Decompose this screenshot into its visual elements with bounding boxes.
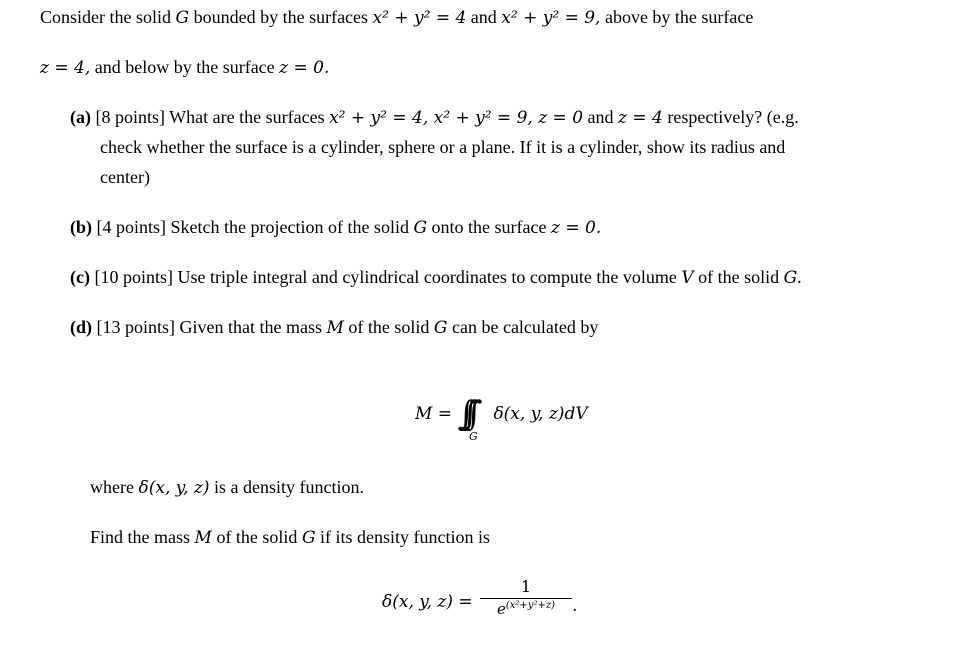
part-a-points: [8 points]	[91, 107, 170, 127]
fraction-denominator	[480, 599, 572, 619]
where-line	[90, 476, 364, 499]
equation: z = 0.	[279, 58, 330, 78]
fraction-numerator: 1	[520, 577, 532, 596]
intro-text: and	[466, 7, 502, 27]
equation-lhs: δ(x, y, z) =	[382, 592, 473, 612]
part-a-text: check whether the surface is a cylinder, sphere or a plane. If it is a cylinder, show its radius and	[100, 137, 786, 157]
mass-symbol: M	[326, 318, 344, 338]
part-b-label: (b)	[70, 217, 92, 237]
period: .	[572, 596, 578, 616]
intro-text: and below by the surface	[90, 57, 280, 77]
part-d-line	[70, 316, 598, 339]
integrand: δ(x, y, z)dV	[493, 404, 588, 424]
equation: z = 4,	[40, 58, 91, 78]
equation: x² + y² = 4, x² + y² = 9, z = 0	[329, 108, 584, 128]
part-a-text: What are the surfaces	[169, 107, 330, 127]
part-b-text: onto the surface	[427, 217, 551, 237]
solid-symbol: G	[175, 8, 190, 28]
where-text: where	[90, 477, 139, 497]
equation: x² + y² = 9,	[501, 8, 601, 28]
part-a-label: (a)	[70, 107, 91, 127]
solid-symbol: G.	[783, 268, 802, 288]
exp-base: e	[496, 600, 506, 618]
part-d-text: can be calculated by	[447, 317, 599, 337]
intro-text: Consider the solid	[40, 7, 176, 27]
part-a-text: and	[583, 107, 619, 127]
density-end	[572, 596, 577, 616]
intro-text: above by the surface	[600, 7, 754, 27]
part-c-text: of the solid	[693, 267, 784, 287]
find-text: if its density function is	[315, 527, 491, 547]
equation-lhs: M =	[415, 404, 453, 424]
equation: z = 0.	[551, 218, 602, 238]
where-text: is a density function.	[209, 477, 364, 497]
part-b-text: [4 points] Sketch the projection of the solid	[92, 217, 414, 237]
part-a-line-3	[100, 166, 150, 188]
part-b-line	[70, 216, 601, 239]
intro-line-2	[40, 56, 329, 79]
part-a-text: center)	[100, 167, 150, 187]
density-equation	[382, 592, 473, 612]
solid-symbol: G	[433, 318, 448, 338]
solid-symbol: G	[413, 218, 428, 238]
mass-symbol: M	[194, 528, 212, 548]
part-d-text: [13 points] Given that the mass	[92, 317, 327, 337]
part-a-line-2	[100, 136, 785, 158]
part-c-label: (c)	[70, 267, 90, 287]
find-text: of the solid	[211, 527, 302, 547]
part-c-line	[70, 266, 802, 289]
solid-symbol: G	[301, 528, 316, 548]
integral-region: G	[469, 430, 478, 443]
part-a-text: respectively? (e.g.	[662, 107, 799, 127]
intro-line-1	[40, 6, 753, 29]
part-d-text: of the solid	[343, 317, 434, 337]
part-c-text: [10 points] Use triple integral and cylindrical coordinates to compute the volume	[89, 267, 682, 287]
equation: z = 4	[618, 108, 663, 128]
find-line	[90, 526, 490, 549]
equation: x² + y² = 4	[372, 8, 467, 28]
volume-symbol: V	[681, 268, 694, 288]
part-a-line-1	[70, 106, 799, 129]
equation: δ(x, y, z)	[138, 478, 210, 498]
find-text: Find the mass	[90, 527, 195, 547]
density-fraction	[480, 577, 572, 619]
exp-power: (x²+y²+z)	[505, 600, 556, 611]
mass-integral-equation	[415, 388, 588, 443]
part-d-label: (d)	[70, 317, 92, 337]
triple-integral-icon: ∫∫∫	[457, 394, 469, 434]
intro-text: bounded by the surfaces	[189, 7, 373, 27]
